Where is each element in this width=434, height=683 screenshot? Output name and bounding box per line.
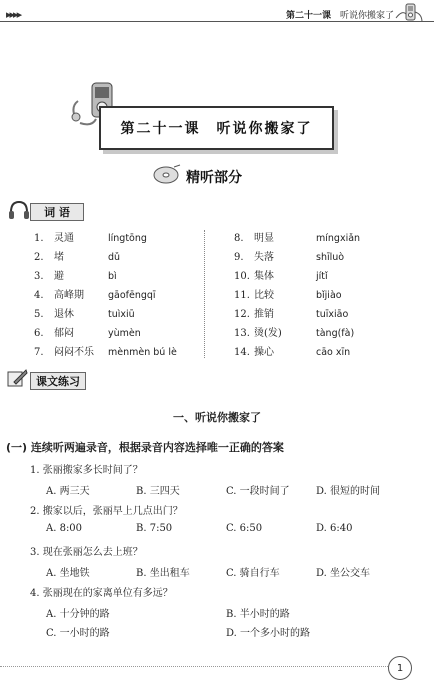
- vocab-number: 8.: [234, 233, 244, 244]
- vocab-word: 避: [54, 271, 64, 282]
- vocab-item: [234, 252, 274, 264]
- vocab-item: [234, 328, 282, 340]
- header-lesson: 第二十一课: [286, 11, 332, 21]
- exercise-instruction: (一) 连续听两遍录音，根据录音内容选择唯一正确的答案: [6, 441, 284, 454]
- answer-option[interactable]: C. 一小时的路: [46, 628, 110, 639]
- vocab-number: 10.: [234, 271, 250, 282]
- question-text: 1. 张丽搬家多长时间了？: [30, 465, 143, 476]
- vocab-item: [234, 309, 274, 321]
- vocab-pinyin: cāo xīn: [316, 347, 351, 358]
- vocab-number: 14.: [234, 347, 250, 358]
- answer-option[interactable]: A. 坐地铁: [46, 568, 90, 579]
- vocab-word: 集体: [254, 271, 274, 282]
- question-text: 4. 张丽现在的家离单位有多远？: [30, 588, 173, 599]
- answer-option[interactable]: B. 三四天: [136, 486, 180, 497]
- vocab-number: 11.: [234, 290, 250, 301]
- vocab-number: 12.: [234, 309, 250, 320]
- vocab-number: 5.: [34, 309, 44, 320]
- vocab-word: 比较: [254, 290, 274, 301]
- vocab-pinyin: mènmèn bú lè: [108, 347, 177, 358]
- vocab-item: [234, 271, 274, 283]
- vocab-word: 失落: [254, 252, 274, 263]
- vocab-item: [34, 252, 64, 264]
- question-text: 3. 现在张丽怎么去上班？: [30, 547, 143, 558]
- header-divider: [0, 21, 434, 22]
- header-arrows: ▸▸▸▸: [6, 8, 21, 21]
- cd-icon: [152, 163, 182, 189]
- vocab-pinyin: shīluò: [316, 252, 345, 263]
- vocab-pinyin: bǐjiào: [316, 290, 342, 301]
- page-number: 1: [388, 656, 412, 680]
- vocab-number: 1.: [34, 233, 44, 244]
- vocab-pinyin: jítǐ: [316, 271, 328, 282]
- vocab-word: 堵: [54, 252, 64, 263]
- vocab-number: 4.: [34, 290, 44, 301]
- vocab-item: [234, 290, 274, 302]
- answer-option[interactable]: A. 两三天: [46, 486, 90, 497]
- vocab-pinyin: bì: [108, 271, 117, 282]
- mp3-player-icon: [394, 2, 424, 28]
- vocab-pinyin: yùmèn: [108, 328, 141, 339]
- vocab-item: [34, 347, 94, 359]
- answer-option[interactable]: D. 6:40: [316, 523, 353, 534]
- headphone-icon: [8, 199, 30, 225]
- vocab-pinyin: míngxiǎn: [316, 233, 361, 244]
- vocab-word: 明显: [254, 233, 274, 244]
- vocab-item: [34, 290, 84, 302]
- vocab-item: [234, 233, 274, 245]
- section-title: 精听部分: [186, 170, 242, 186]
- vocab-number: 6.: [34, 328, 44, 339]
- answer-option[interactable]: D. 坐公交车: [316, 568, 371, 579]
- answer-option[interactable]: C. 一段时间了: [226, 486, 290, 497]
- vocab-number: 7.: [34, 347, 44, 358]
- exercise-heading: 一、听说你搬家了: [173, 411, 261, 424]
- answer-option[interactable]: D. 很短的时间: [316, 486, 381, 497]
- vocab-pinyin: tàng(fà): [316, 328, 355, 339]
- vocab-item: [34, 233, 74, 245]
- vocab-tag: 词 语: [30, 203, 84, 221]
- answer-option[interactable]: D. 一个多小时的路: [226, 628, 311, 639]
- vocab-item: [34, 309, 74, 321]
- vocab-pinyin: tuìxiū: [108, 309, 135, 320]
- vocab-number: 13.: [234, 328, 250, 339]
- answer-option[interactable]: B. 坐出租车: [136, 568, 190, 579]
- answer-option[interactable]: C. 骑自行车: [226, 568, 280, 579]
- vocab-pinyin: gāofēngqī: [108, 290, 156, 301]
- vocab-item: [34, 271, 64, 283]
- vocab-word: 烫(发): [254, 328, 282, 339]
- vocab-word: 闷闷不乐: [54, 347, 94, 358]
- header-title: 听说你搬家了: [340, 11, 395, 21]
- footer-divider: [0, 666, 390, 668]
- vocab-number: 9.: [234, 252, 244, 263]
- vocab-word: 郁闷: [54, 328, 74, 339]
- vocab-number: 3.: [34, 271, 44, 282]
- lesson-title-box: [99, 106, 334, 150]
- answer-option[interactable]: A. 十分钟的路: [46, 609, 110, 620]
- vocab-pinyin: tuīxiāo: [316, 309, 349, 320]
- vocab-pinyin: língtōng: [108, 233, 147, 244]
- vocab-word: 操心: [254, 347, 274, 358]
- answer-option[interactable]: B. 7:50: [136, 523, 173, 534]
- vocab-item: [234, 347, 274, 359]
- vocab-item: [34, 328, 74, 340]
- vocab-column-divider: [204, 230, 205, 358]
- vocab-number: 2.: [34, 252, 44, 263]
- vocab-word: 退休: [54, 309, 74, 320]
- answer-option[interactable]: A. 8:00: [46, 523, 83, 534]
- vocab-pinyin: dǔ: [108, 252, 121, 263]
- lesson-title: 第二十一课 听说你搬家了: [120, 121, 313, 137]
- vocab-word: 灵通: [54, 233, 74, 244]
- vocab-word: 推销: [254, 309, 274, 320]
- pencil-icon: [6, 368, 28, 394]
- exercise-tag: 课文练习: [30, 372, 86, 390]
- question-text: 2. 搬家以后，张丽早上几点出门？: [30, 506, 183, 517]
- vocab-word: 高峰期: [54, 290, 84, 301]
- answer-option[interactable]: C. 6:50: [226, 523, 263, 534]
- answer-option[interactable]: B. 半小时的路: [226, 609, 290, 620]
